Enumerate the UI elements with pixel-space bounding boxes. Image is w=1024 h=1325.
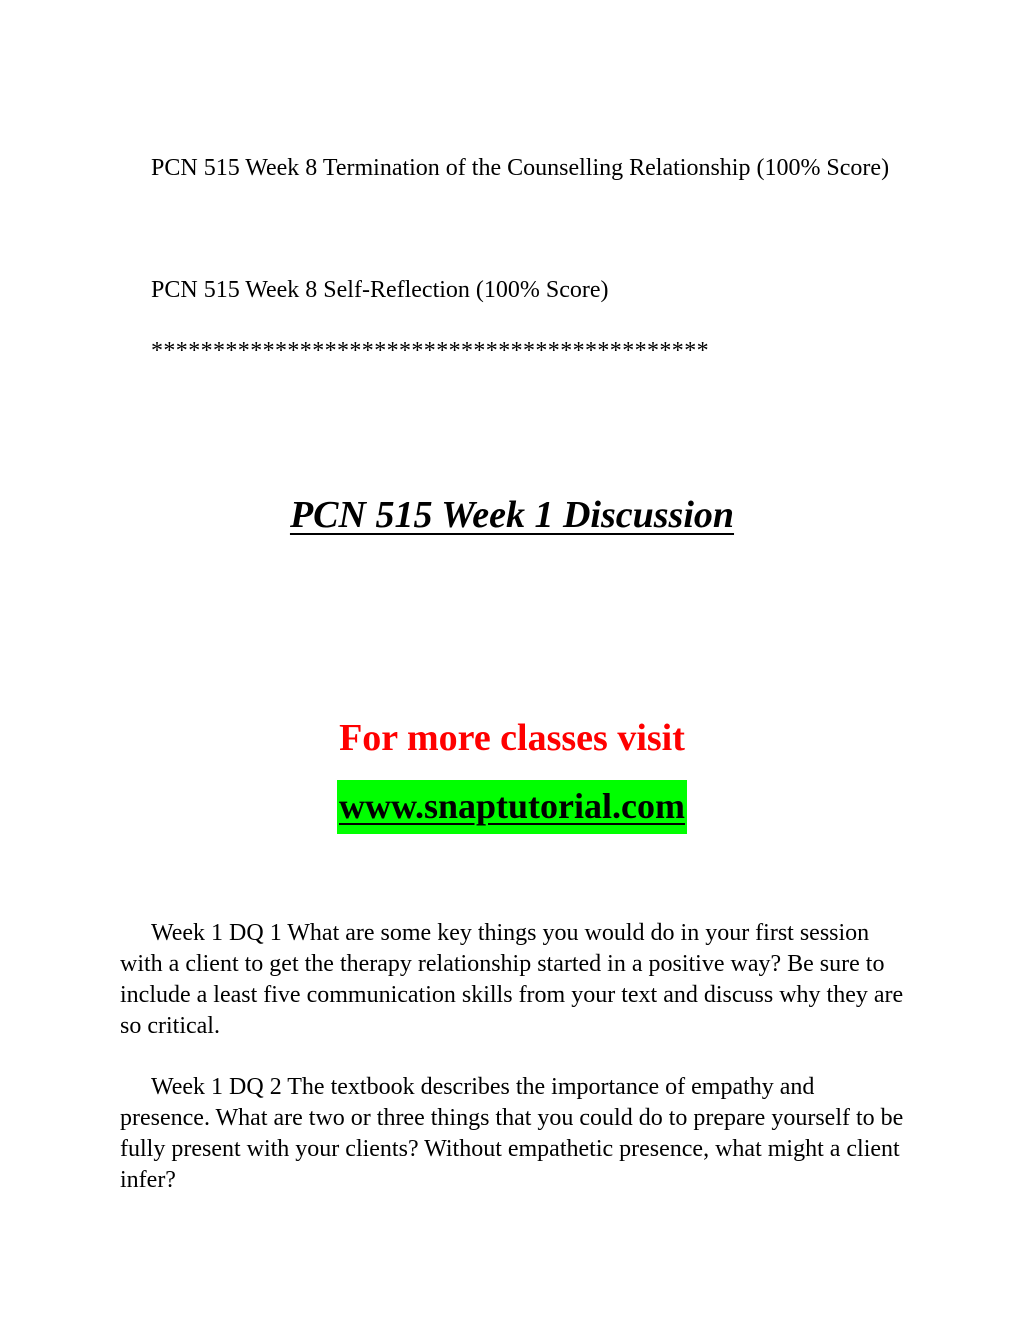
promo-heading: For more classes visit xyxy=(339,717,685,759)
discussion-question-2: Week 1 DQ 2 The textbook describes the importance of empathy and presence. What are two or three things that you could do to prepare yourself to be fully present with your clients? Without empathetic presence, what might a client infer? xyxy=(120,1074,904,1193)
promo-link-container xyxy=(0,780,1024,834)
course-item-self-reflection: PCN 515 Week 8 Self-Reflection (100% Score) xyxy=(151,277,609,303)
promo-link[interactable]: www.snaptutorial.com xyxy=(337,780,687,834)
section-heading xyxy=(0,489,1024,541)
asterisk-separator: ********************************************* xyxy=(151,338,709,364)
discussion-question-1: Week 1 DQ 1 What are some key things you would do in your first session with a client to get the therapy relationship started in a positive way? Be sure to include a least five communication skills from your text and discuss why they are so critical. xyxy=(120,920,904,1039)
section-heading-text: PCN 515 Week 1 Discussion xyxy=(289,494,735,536)
course-item-termination: PCN 515 Week 8 Termination of the Counselling Relationship (100% Score) xyxy=(151,155,890,181)
